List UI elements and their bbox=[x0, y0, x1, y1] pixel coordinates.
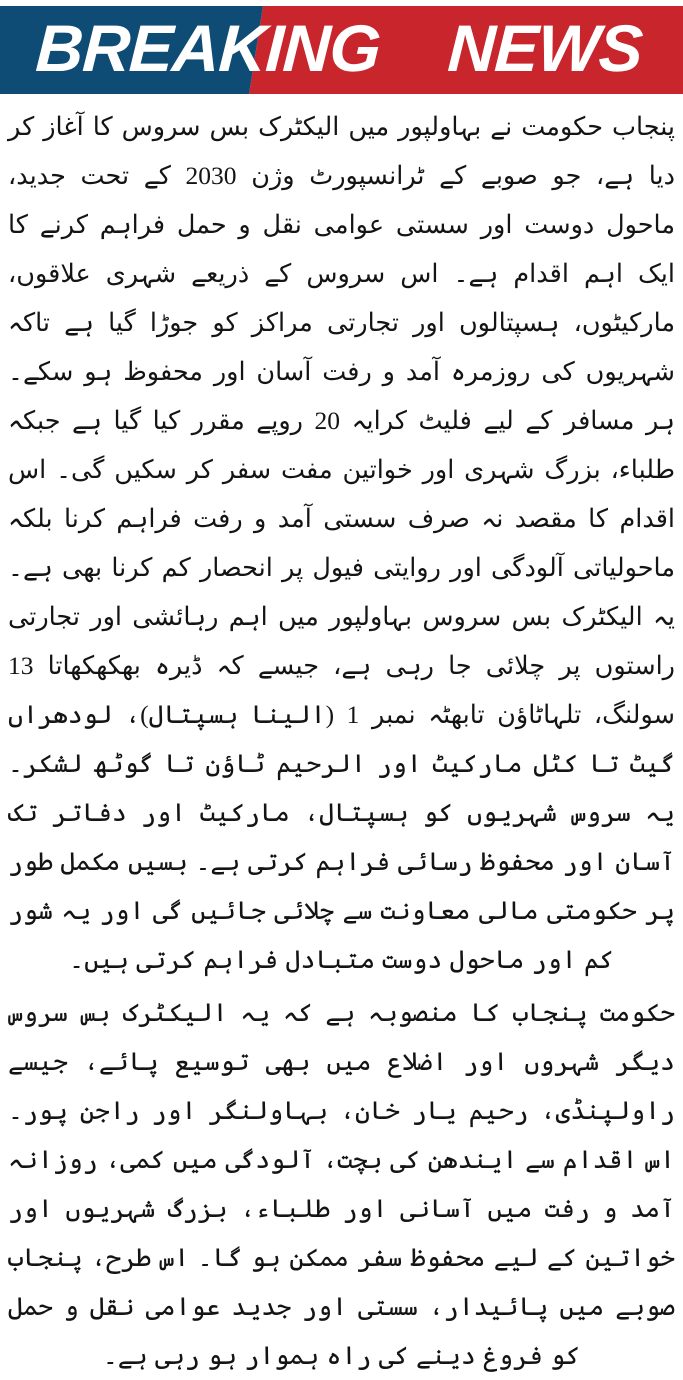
article-paragraph: پنجاب حکومت نے بہاولپور میں الیکٹرک بس سروس کا آغاز کر دیا ہے، جو صوبے کے ٹرانسپورٹ وژن 2030 کے تحت جدید، ماحول دوست اور سستی عوامی نقل و حمل فراہم کرنے کا ایک اہم اقدام ہے۔ اس سروس کے ذریعے شہری علاقوں، مارکیٹوں، ہسپتالوں اور تجارتی مراکز کو جوڑا گیا ہے تاکہ شہریوں کی روزمرہ آمد و رفت آسان اور محفوظ ہو سکے۔ ہر مسافر کے لیے فلیٹ کرایہ 20 روپے مقرر کیا گیا ہے جبکہ طلباء، بزرگ شہری اور خواتین مفت سفر کر سکیں گی۔ اس اقدام کا مقصد نہ صرف سستی آمد و رفت فراہم کرنا بلکہ ماحولیاتی آلودگی اور روایتی فیول پر انحصار کم کرنا بھی ہے۔ یہ الیکٹرک بس سروس بہاولپور میں اہم رہائشی اور تجارتی راستوں پر چلائی جا رہی ہے، جیسے کہ ڈیرہ بھکھکھاتا 13 سولنگ، تلہاٹاؤن تابھٹہ نمبر 1 (الینا ہسپتال)، لودھراں گیٹ تا کٹل مارکیٹ اور الرحیم ٹاؤن تا گوٹھ لشکر۔ یہ سروس شہریوں کو ہسپتال، مارکیٹ اور دفاتر تک آسان اور محفوظ رسائی فراہم کرتی ہے۔ بسیں مکمل طور پر حکومتی مالی معاونت سے چلائی جائیں گی اور یہ شور کم اور ماحول دوست متبادل فراہم کرتی ہیں۔ bbox=[8, 112, 676, 974]
banner-red-panel bbox=[249, 6, 683, 94]
breaking-news-banner bbox=[0, 0, 683, 102]
banner-shape bbox=[0, 6, 683, 94]
article-body bbox=[0, 102, 683, 1380]
banner-word-breaking: BREAKING bbox=[34, 11, 382, 85]
banner-word-news: NEWS bbox=[446, 11, 644, 85]
banner-blue-panel bbox=[0, 6, 263, 94]
article-paragraph: حکومت پنجاب کا منصوبہ ہے کہ یہ الیکٹرک بس سروس دیگر شہروں اور اضلاع میں بھی توسیع پائے، جیسے راولپنڈی، رحیم یار خان، بہاولنگر اور راجن پور۔ اس اقدام سے ایندھن کی بچت، آلودگی میں کمی، روزانہ آمد و رفت میں آسانی اور طلباء، بزرگ شہریوں اور خواتین کے لیے محفوظ سفر ممکن ہو گا۔ اس طرح، پنجاب صوبے میں پائیدار، سستی اور جدید عوامی نقل و حمل کو فروغ دینے کی راہ ہموار ہو رہی ہے۔ bbox=[8, 998, 675, 1370]
